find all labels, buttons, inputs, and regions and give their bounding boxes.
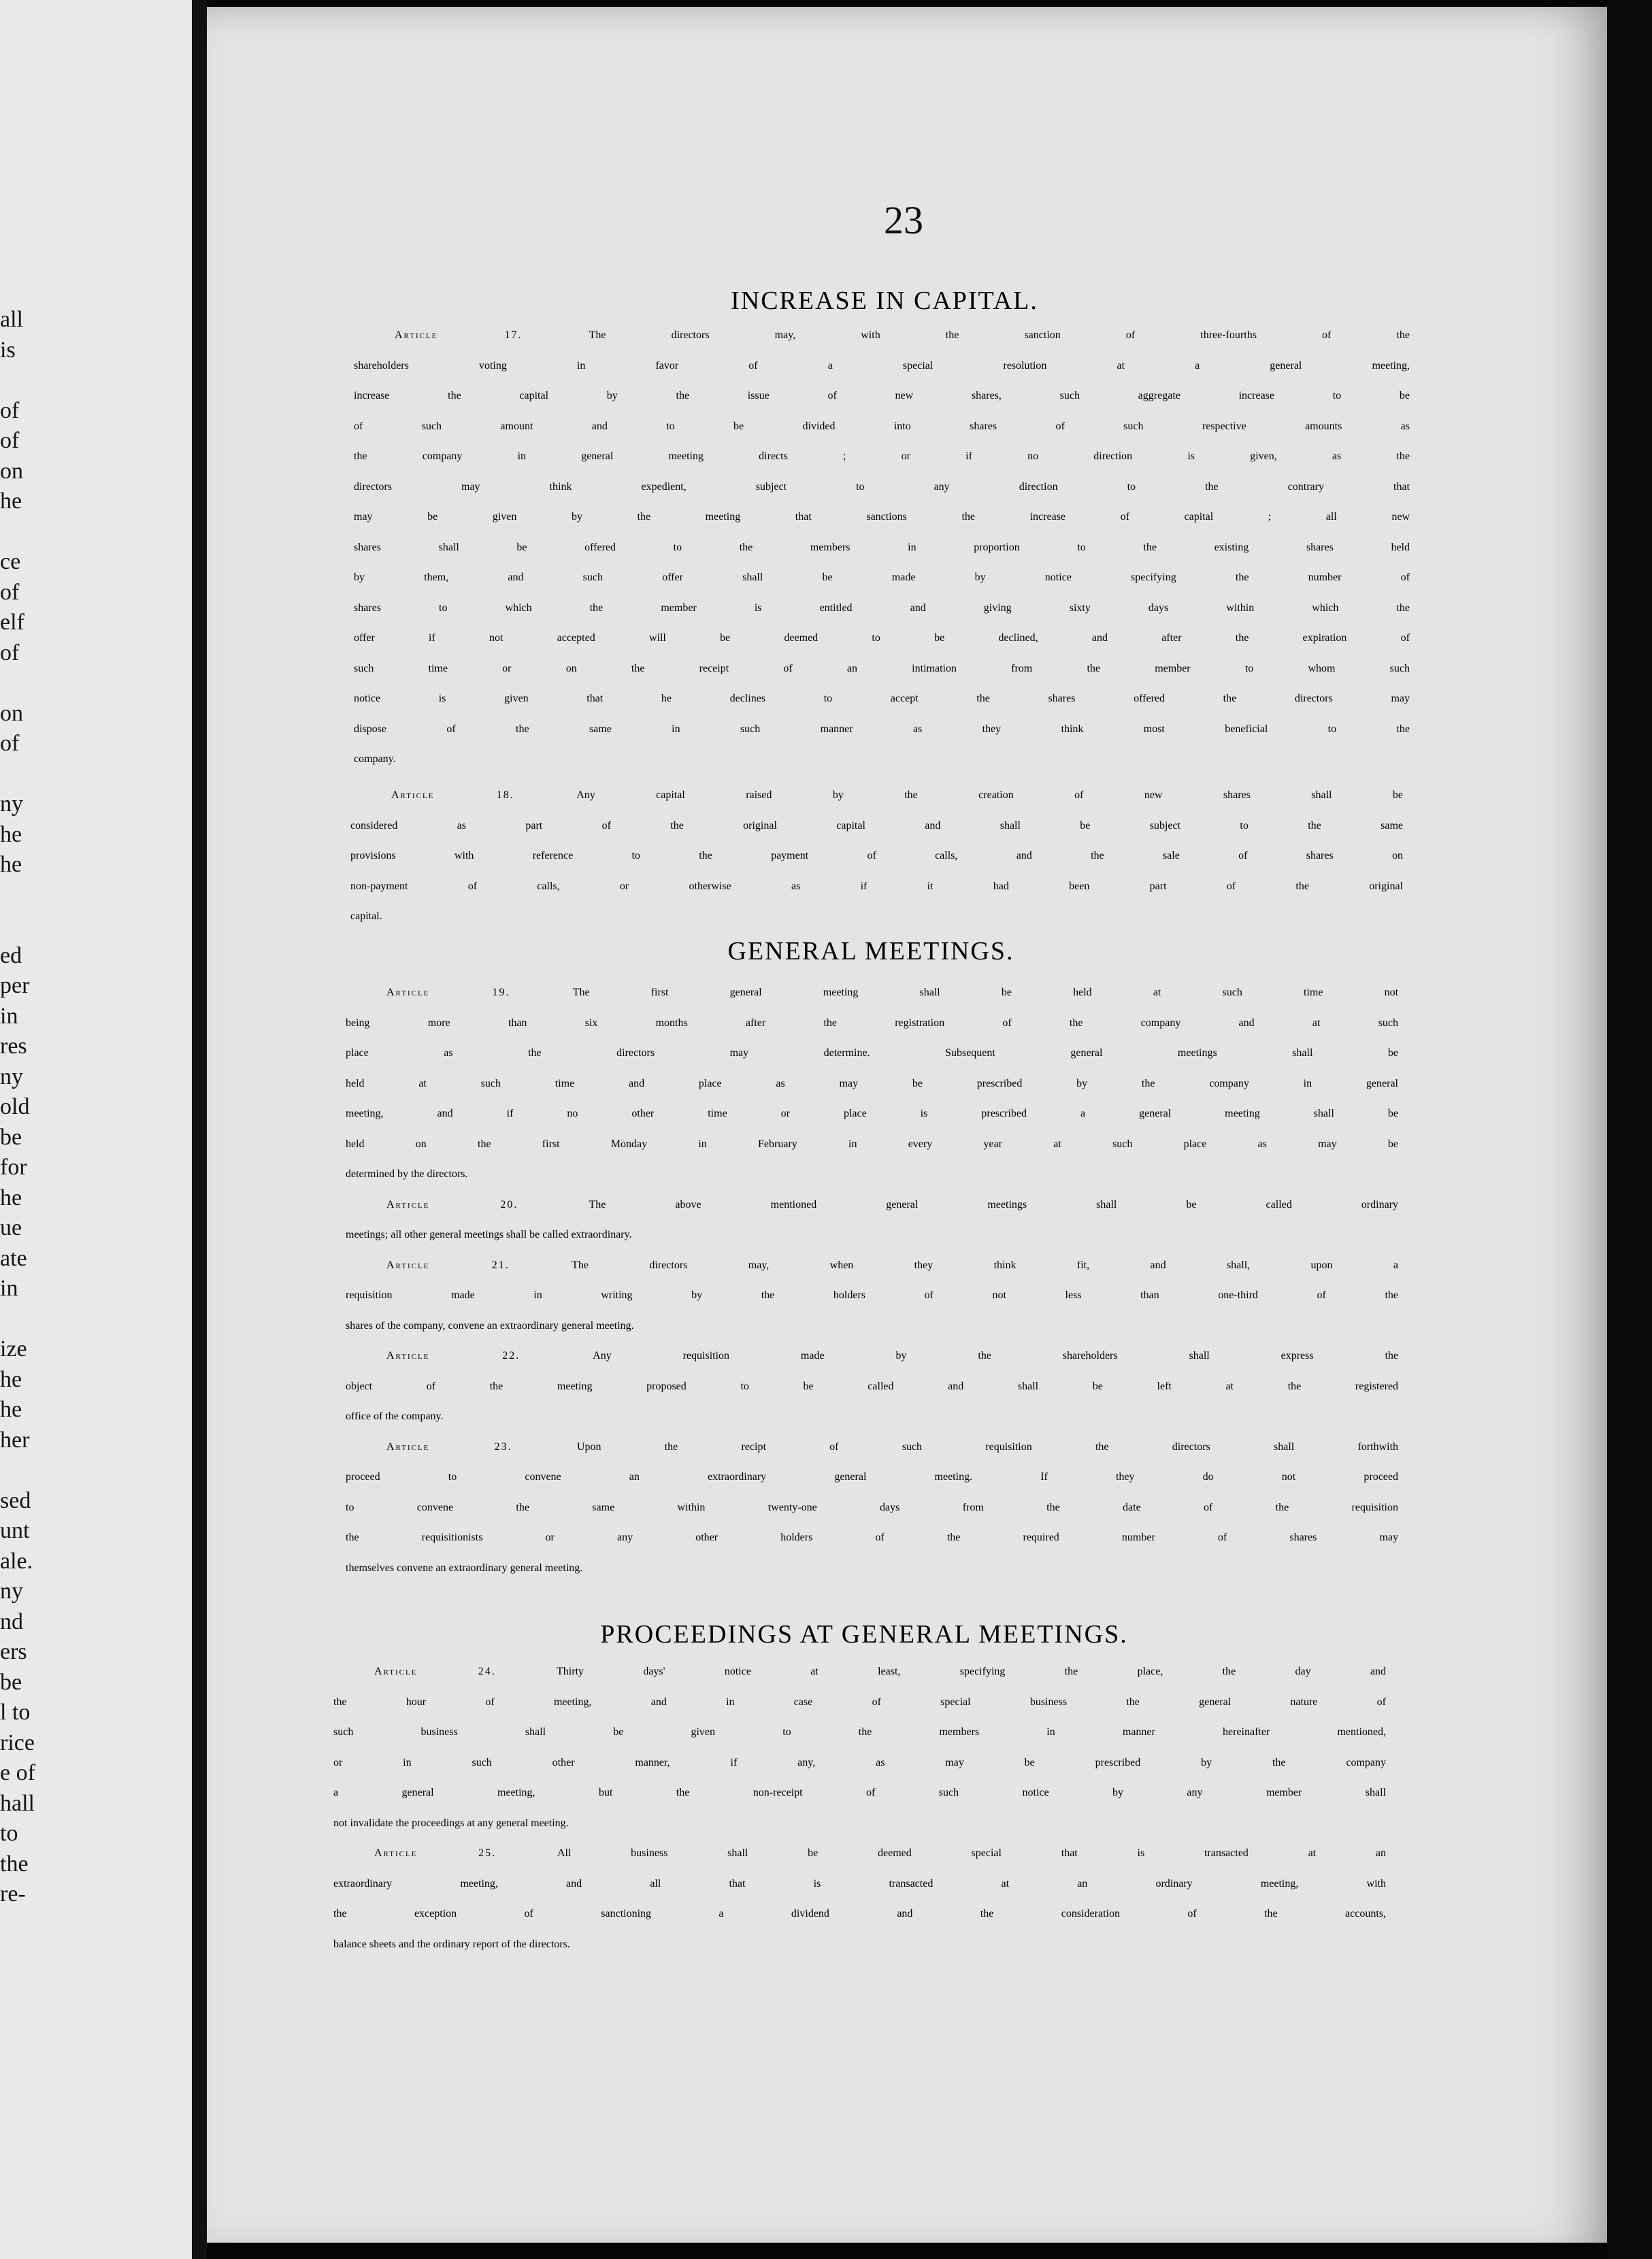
article-line bbox=[346, 1259, 1398, 1290]
left-fragment-line: in bbox=[0, 1003, 18, 1029]
left-fragment-line: sed bbox=[0, 1487, 31, 1513]
article-line: of such amount and to be divided into shares of such respective amounts as bbox=[354, 420, 1410, 432]
left-fragment-line: of bbox=[0, 579, 20, 605]
article-text: The first general meeting shall be held at such time not bbox=[572, 987, 1399, 998]
left-fragment-line: of bbox=[0, 731, 20, 756]
article-line: extraordinary meeting, and all that is transacted at an ordinary meeting, with bbox=[333, 1877, 1386, 1890]
right-edge-shadow bbox=[1607, 0, 1652, 2259]
article-line: offer if not accepted will be deemed to be declined, and after the expiration of bbox=[354, 632, 1410, 644]
article-line: or in such other manner, if any, as may be prescribed by the company bbox=[333, 1756, 1386, 1768]
article-line: increase the capital by the issue of new shares, such aggregate increase to be bbox=[354, 390, 1410, 401]
article-line: the hour of meeting, and in case of special business the general nature of bbox=[333, 1696, 1386, 1708]
left-fragment-line: ate bbox=[0, 1245, 27, 1271]
article-line: object of the meeting proposed to be called and shall be left at the registered bbox=[346, 1380, 1398, 1392]
left-fragment-line bbox=[0, 517, 54, 548]
article-line: balance sheets and the ordinary report of the directors. bbox=[333, 1938, 570, 1950]
article-text: The directors may, when they think fit, and shall, upon a bbox=[572, 1259, 1399, 1271]
article-label: Article 18. bbox=[391, 789, 577, 801]
article-label: Article 19. bbox=[386, 987, 573, 998]
left-page-text-fragments bbox=[0, 305, 54, 1910]
article-line: place as the directors may determine. Subsequent general meetings shall be bbox=[346, 1047, 1398, 1059]
left-fragment-line: he bbox=[0, 1366, 22, 1392]
article-line: such business shall be given to the members in manner hereinafter mentioned, bbox=[333, 1726, 1386, 1738]
left-page-fragment bbox=[0, 0, 192, 2259]
article-line bbox=[350, 789, 1403, 820]
article-line bbox=[346, 1350, 1398, 1381]
article-line: capital. bbox=[350, 910, 382, 922]
article-line: such time or on the receipt of an intimation from the member to whom such bbox=[354, 662, 1410, 674]
article-line: the company in general meeting directs ; or if no direction is given, as the bbox=[354, 450, 1410, 462]
left-fragment-line: ale. bbox=[0, 1548, 33, 1574]
left-fragment-line: of bbox=[0, 428, 20, 453]
left-fragment-line: of bbox=[0, 397, 20, 423]
heading-proceedings: PROCEEDINGS AT GENERAL MEETINGS. bbox=[600, 1620, 1128, 1649]
left-fragment-line bbox=[0, 910, 54, 941]
article-line: determined by the directors. bbox=[346, 1168, 468, 1180]
left-fragment-line: is bbox=[0, 337, 16, 363]
article-line bbox=[346, 1441, 1398, 1472]
article-line: the requisitionists or any other holders of the required number of shares may bbox=[346, 1532, 1398, 1543]
article-text: All business shall be deemed special that is transacted at an bbox=[557, 1847, 1386, 1859]
left-fragment-line: to bbox=[0, 1821, 18, 1846]
left-fragment-line: he bbox=[0, 1185, 22, 1210]
left-fragment-line: he bbox=[0, 1397, 22, 1422]
article-line: requisition made in writing by the holders of not less than one-third of the bbox=[346, 1289, 1398, 1301]
left-fragment-line bbox=[0, 1304, 54, 1335]
article-text: The above mentioned general meetings shall be called ordinary bbox=[589, 1198, 1399, 1210]
article-label: Article 21. bbox=[386, 1259, 572, 1271]
left-fragment-line: the bbox=[0, 1851, 29, 1877]
article-text: Any requisition made by the shareholders shall express the bbox=[593, 1350, 1399, 1362]
left-fragment-line bbox=[0, 759, 54, 790]
article-line: non-payment of calls, or otherwise as if it had been part of the original bbox=[350, 880, 1403, 892]
left-fragment-line: ize bbox=[0, 1336, 27, 1362]
left-fragment-line: ny bbox=[0, 1579, 23, 1604]
article-line: notice is given that he declines to accept the shares offered the directors may bbox=[354, 693, 1410, 704]
article-line: proceed to convene an extraordinary general meeting. If they do not proceed bbox=[346, 1471, 1398, 1483]
page-number: 23 bbox=[884, 198, 923, 242]
article-label: Article 25. bbox=[374, 1847, 557, 1859]
article-line: may be given by the meeting that sanctions the increase of capital ; all new bbox=[354, 511, 1410, 523]
heading-increase-in-capital: INCREASE IN CAPITAL. bbox=[731, 286, 1038, 315]
article-line: the exception of sanctioning a dividend and the consideration of the accounts, bbox=[333, 1908, 1386, 1919]
article-line: a general meeting, but the non-receipt of such notice by any member shall bbox=[333, 1787, 1386, 1798]
left-fragment-line: on bbox=[0, 700, 23, 726]
article-line: dispose of the same in such manner as they think most beneficial to the bbox=[354, 723, 1410, 735]
left-fragment-line: in bbox=[0, 1276, 18, 1301]
article-line: being more than six months after the registration of the company and at such bbox=[346, 1017, 1398, 1029]
left-fragment-line: he bbox=[0, 489, 22, 514]
article-line bbox=[333, 1847, 1386, 1878]
left-fragment-line: ed bbox=[0, 942, 22, 968]
article-label: Article 22. bbox=[386, 1350, 593, 1362]
left-fragment-line: re- bbox=[0, 1881, 26, 1907]
left-fragment-line: unt bbox=[0, 1518, 30, 1543]
left-fragment-line: nd bbox=[0, 1609, 23, 1634]
article-line: provisions with reference to the payment of calls, and the sale of shares on bbox=[350, 850, 1403, 861]
left-fragment-line bbox=[0, 365, 54, 396]
left-fragment-line: ce bbox=[0, 549, 21, 574]
left-fragment-line: he bbox=[0, 821, 22, 847]
left-fragment-line: old bbox=[0, 1094, 30, 1119]
article-text: Upon the recipt of such requisition the directors shall forthwith bbox=[576, 1440, 1399, 1453]
left-fragment-line: all bbox=[0, 307, 23, 332]
general-meetings-articles bbox=[346, 987, 1398, 1592]
left-fragment-line bbox=[0, 880, 54, 911]
article-text: The directors may, with the sanction of three-fourths of the bbox=[589, 329, 1410, 341]
article-text: Thirty days' notice at least, specifying the place, the day and bbox=[557, 1666, 1386, 1677]
left-fragment-line bbox=[0, 1455, 54, 1486]
article-line: held on the first Monday in February in every year at such place as may be bbox=[346, 1138, 1398, 1150]
left-fragment-line: of bbox=[0, 640, 20, 665]
article-line: company. bbox=[354, 753, 396, 765]
article-line: shares of the company, convene an extraordinary general meeting. bbox=[346, 1319, 634, 1332]
article-line: themselves convene an extraordinary general meeting. bbox=[346, 1562, 583, 1574]
left-fragment-line: res bbox=[0, 1034, 27, 1059]
article-line bbox=[346, 987, 1398, 1017]
article-line bbox=[346, 1199, 1398, 1230]
article-line: shares shall be offered to the members in proportion to the existing shares held bbox=[354, 541, 1410, 553]
left-fragment-line: ny bbox=[0, 791, 23, 817]
article-17 bbox=[354, 329, 1410, 784]
article-label: Article 23. bbox=[386, 1440, 577, 1453]
page-gutter bbox=[192, 0, 207, 2259]
left-fragment-line: ue bbox=[0, 1215, 22, 1240]
article-text: Any capital raised by the creation of new shares shall be bbox=[576, 789, 1403, 801]
left-fragment-line: elf bbox=[0, 610, 24, 635]
article-line: shareholders voting in favor of a special resolution at a general meeting, bbox=[354, 359, 1410, 372]
left-fragment-line: be bbox=[0, 1669, 22, 1695]
left-fragment-line: hall bbox=[0, 1790, 35, 1816]
left-fragment-line: l to bbox=[0, 1700, 31, 1725]
left-fragment-line: per bbox=[0, 973, 30, 998]
article-line bbox=[333, 1666, 1386, 1696]
article-line: held at such time and place as may be prescribed by the company in general bbox=[346, 1077, 1398, 1089]
left-fragment-line: rice bbox=[0, 1730, 35, 1755]
left-fragment-line: he bbox=[0, 852, 22, 877]
left-fragment-line bbox=[0, 668, 54, 699]
proceedings-articles bbox=[333, 1666, 1386, 1968]
left-fragment-line: her bbox=[0, 1427, 30, 1453]
article-line: considered as part of the original capital and shall be subject to the same bbox=[350, 819, 1403, 831]
article-18 bbox=[350, 789, 1403, 941]
article-line: shares to which the member is entitled and giving sixty days within which the bbox=[354, 601, 1410, 614]
article-line: to convene the same within twenty-one days from the date of the requisition bbox=[346, 1501, 1398, 1513]
article-line: meeting, and if no other time or place is prescribed a general meeting shall be bbox=[346, 1108, 1398, 1119]
article-line: meetings; all other general meetings shall be called extraordinary. bbox=[346, 1229, 632, 1240]
left-fragment-line: ny bbox=[0, 1063, 23, 1089]
heading-general-meetings: GENERAL MEETINGS. bbox=[727, 937, 1014, 966]
article-line: directors may think expedient, subject to any direction to the contrary that bbox=[354, 480, 1410, 493]
article-label: Article 24. bbox=[374, 1666, 557, 1677]
left-fragment-line: for bbox=[0, 1155, 27, 1180]
article-line: not invalidate the proceedings at any general meeting. bbox=[333, 1817, 569, 1829]
article-label: Article 20. bbox=[386, 1198, 589, 1210]
article-line bbox=[354, 329, 1410, 360]
article-line: by them, and such offer shall be made by notice specifying the number of bbox=[354, 572, 1410, 583]
left-fragment-line: ers bbox=[0, 1639, 27, 1664]
left-fragment-line: e of bbox=[0, 1760, 35, 1785]
left-fragment-line: be bbox=[0, 1124, 22, 1150]
article-label: Article 17. bbox=[395, 329, 589, 341]
article-line: office of the company. bbox=[346, 1411, 444, 1422]
left-fragment-line: on bbox=[0, 458, 23, 484]
